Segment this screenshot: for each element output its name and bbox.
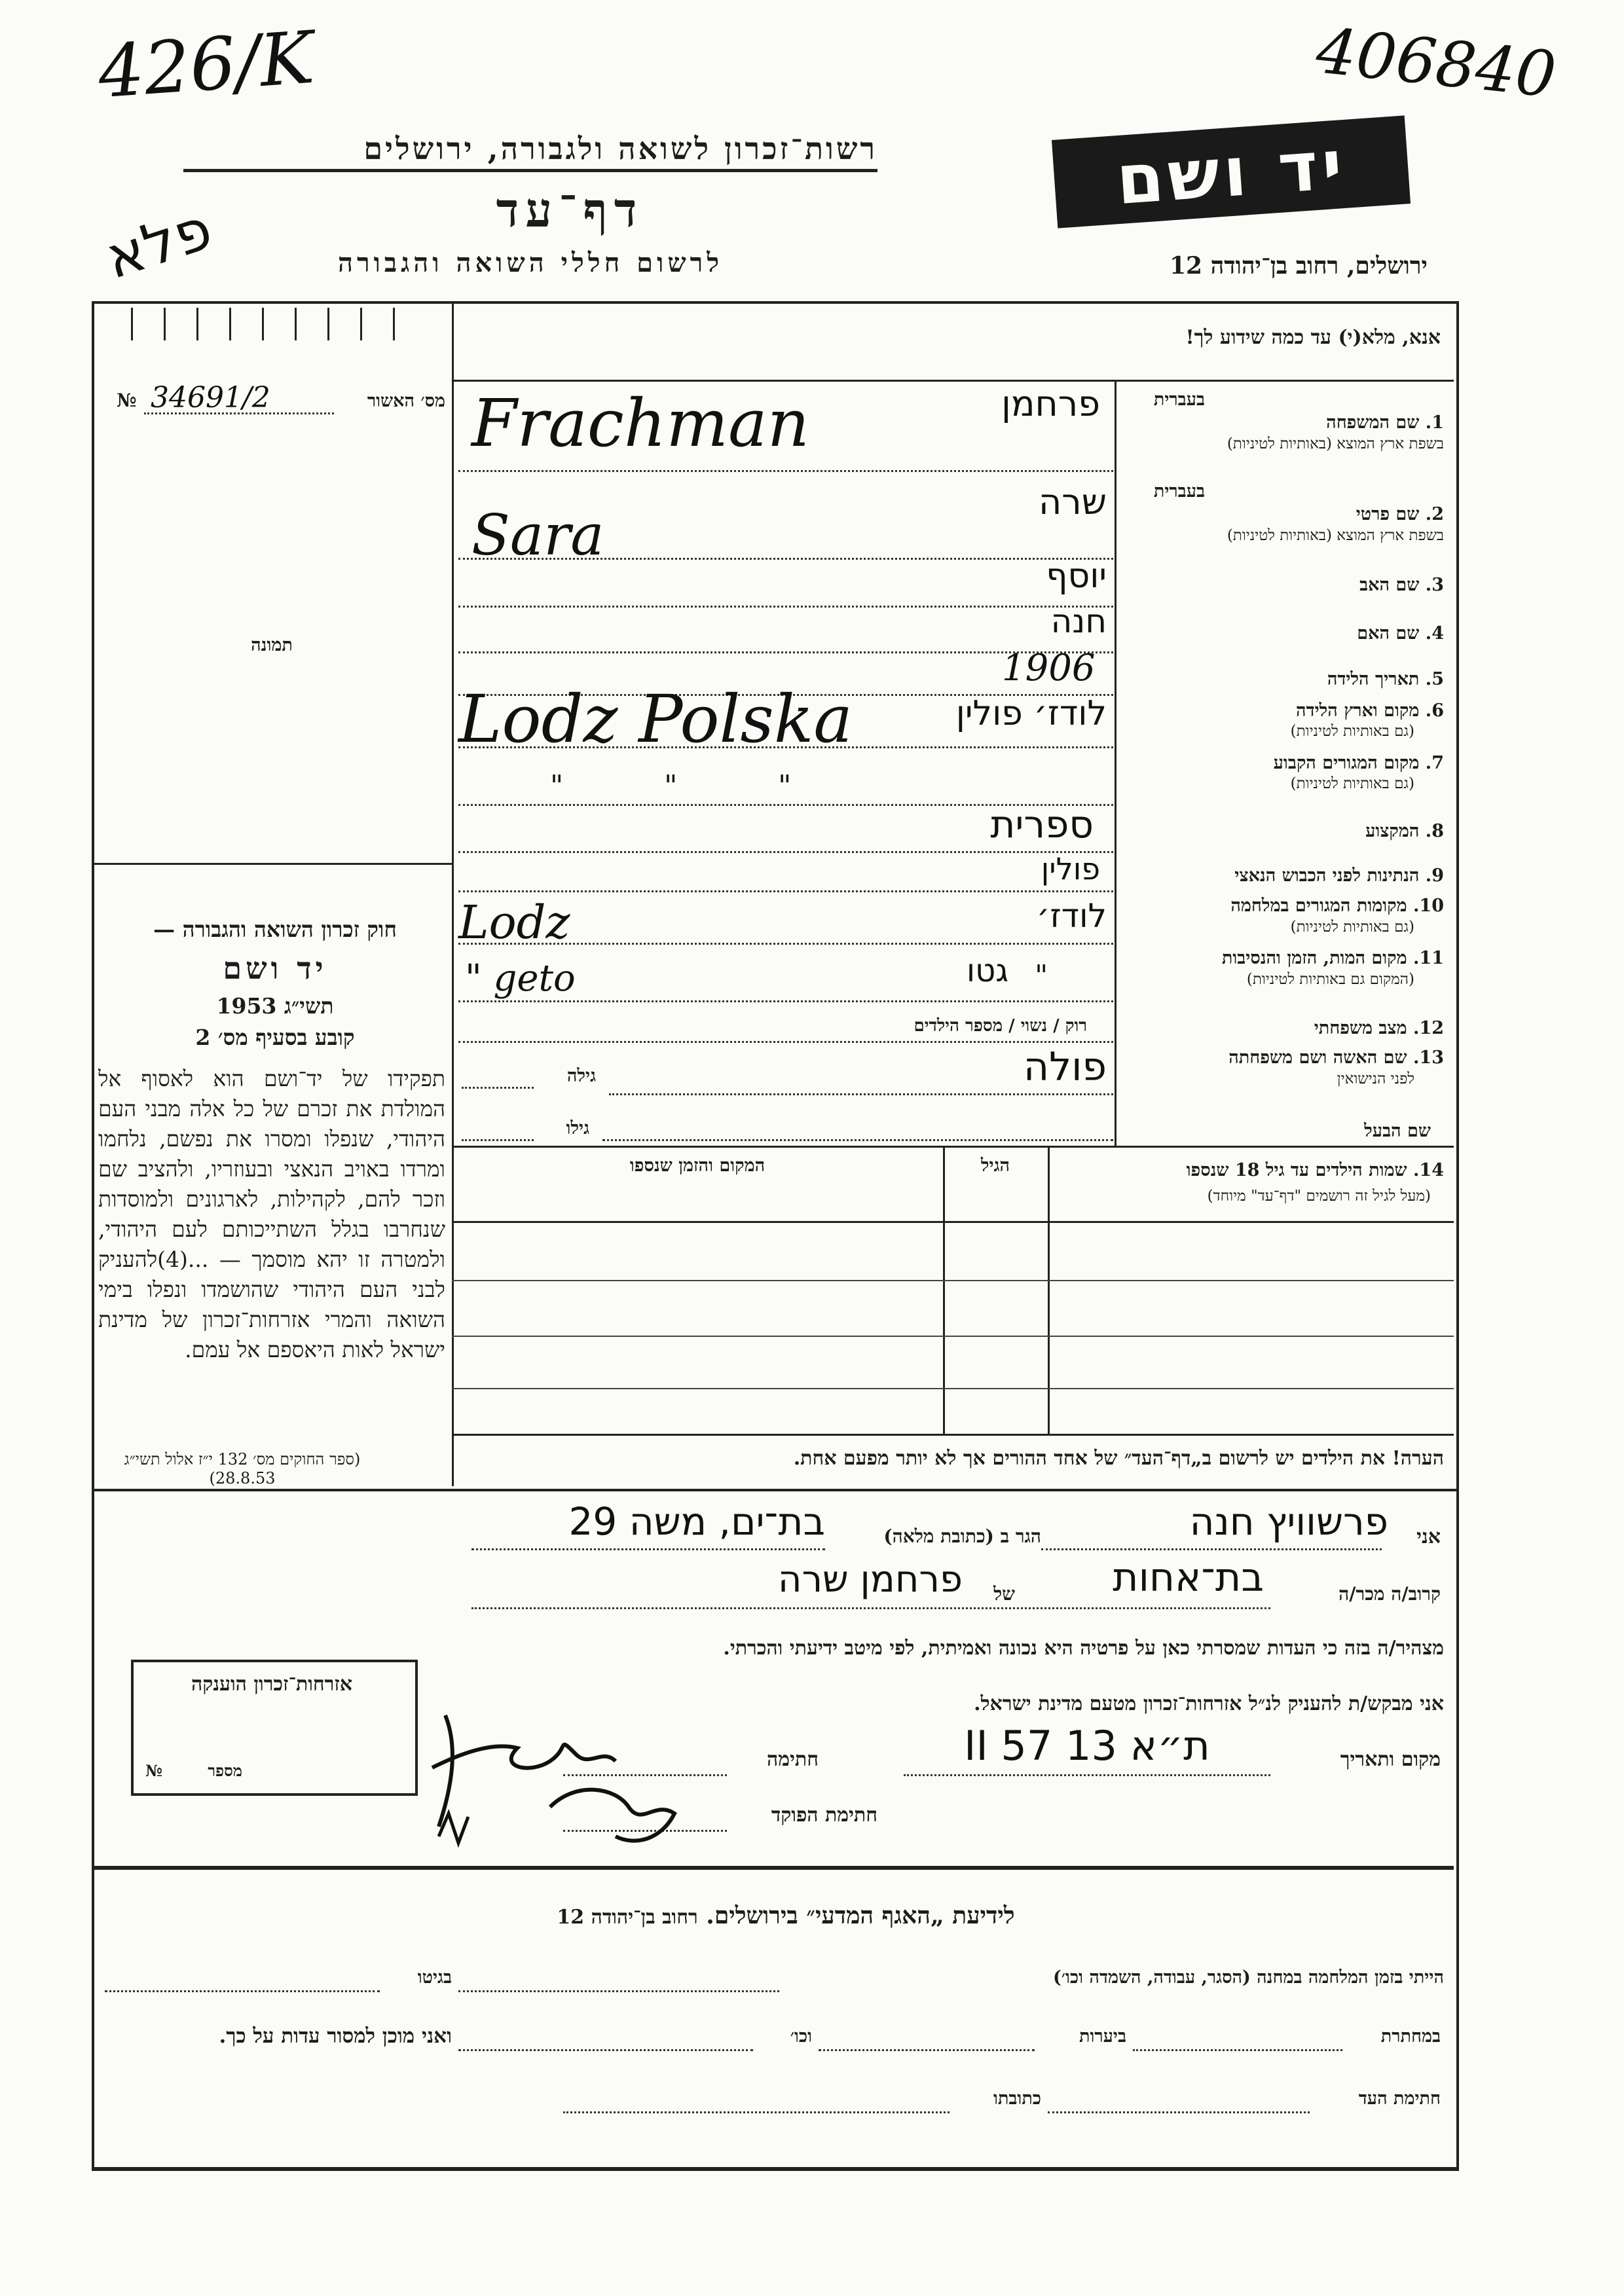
field-3-label: 3. שם האב	[1359, 575, 1444, 595]
field-8-label: 8. המקצוע	[1365, 821, 1444, 841]
declaration-text: מצהיר/ה בזה כי העדות שמסרתי כאן על פרטיה היא נכונה ואמיתית, לפי מיטב ידיעתי והכרתי.	[723, 1637, 1444, 1660]
relation-label: קרוב/ה מכר/ה	[1338, 1583, 1441, 1605]
form-subtitle: לרשום חללי השואה והגבורה	[337, 247, 724, 278]
law-source: (ספר החוקים מס׳ 132 י״ז אלול תשי״ג 28.8.53)	[124, 1450, 361, 1487]
field-8-value: ספרית	[990, 802, 1094, 847]
declarant-address: בת־ים, משה 29	[568, 1499, 825, 1544]
footer-line1: הייתי בזמן המלחמה במחנה (הסגר, עבודה, השמדה וכו׳)	[1053, 1967, 1444, 1988]
footer-underground: במחתרת	[1380, 2026, 1441, 2047]
form-title: דף־עד	[496, 182, 644, 238]
field-1-label: 1. שם המשפחה	[1326, 412, 1444, 433]
law-title: חוק זכרון השואה והגבורה —	[153, 917, 397, 942]
archive-handwritten-code: 426/K	[95, 15, 317, 115]
field-9-value: פולין	[1041, 851, 1100, 886]
footer-line1-end: בגיטו	[417, 1967, 452, 1988]
request-text: אני מבקש/ת להעניק לנ״ל אזרחות־זכרון מטעם מדינת ישראל.	[974, 1692, 1444, 1715]
field-11-extra: "	[1035, 959, 1048, 993]
children-col-age: הגיל	[980, 1156, 1010, 1176]
field-2-heb-value: שרה	[1038, 481, 1107, 522]
field-13-label: 13. שם האשה ושם משפחתה	[1228, 1048, 1444, 1068]
field-2-latin-value: Sara	[471, 503, 604, 568]
relation-of: של	[993, 1583, 1015, 1605]
field-1-lang: בעברית	[1153, 390, 1205, 410]
address-line: ירושלים, רחוב בן־יהודה 12	[1169, 252, 1428, 280]
note-text: הערה! את הילדים יש לרשום ב„דף־העד״ של אחד ההורים אך לא יותר מפעם אחת.	[793, 1447, 1444, 1470]
declarant-prefix: אני	[1416, 1525, 1441, 1548]
children-table-title: 14. שמות הילדים עד גיל 18 שנספו	[1186, 1160, 1444, 1180]
field-7-sub: (גם באותיות לטיניות)	[1290, 775, 1414, 792]
field-2-sub: בשפת ארץ המוצא (באותיות לטיניות)	[1227, 527, 1444, 544]
margin-handwritten-note: פלא	[97, 194, 220, 292]
citizenship-box-title: אזרחות־זכרון הוענקה	[191, 1673, 353, 1696]
field-10-label: 10. מקומות המגורים במלחמה	[1230, 896, 1444, 916]
field-13-value: פולה	[1023, 1044, 1107, 1090]
field-4-label: 4. שם האם	[1357, 623, 1444, 644]
citizenship-number-symbol: №	[145, 1761, 163, 1780]
husband-name-label: שם הבעל	[1364, 1121, 1431, 1141]
declarant-resides-label: הגר ב (כתובת מלאה)	[883, 1525, 1041, 1547]
field-4-value: חנה	[1050, 602, 1107, 640]
law-clause: קובע בסעיף מס׳ 2	[195, 1025, 355, 1050]
field-10-heb-value: לודז׳	[1036, 897, 1107, 935]
children-table-subtitle: (מעל לגיל זה רושמים "דף־עד" מיוחד)	[1207, 1188, 1431, 1205]
logo-text: יד ושם	[1113, 124, 1349, 220]
footer-ready-to-testify: ואני מוכן למסור עדות על כך.	[219, 2024, 452, 2048]
footer-forests: ביערות	[1079, 2026, 1126, 2047]
field-11-latin-value: " geto	[465, 957, 576, 1000]
field-3-value: יוסף	[1046, 556, 1107, 596]
photo-label: תמונה	[251, 635, 293, 655]
field-2-label: 2. שם פרטי	[1356, 504, 1444, 524]
citizenship-number-label: מספר	[208, 1761, 242, 1780]
field-5-label: 5. תאריך הלידה	[1327, 669, 1444, 689]
field-5-value: 1906	[1002, 647, 1096, 689]
relation-of-value: פרחמן שרה	[777, 1558, 963, 1601]
footer-etc: וכו׳	[790, 2026, 812, 2047]
field-7-label: 7. מקום המגורים הקבוע	[1273, 753, 1444, 773]
field-9-label: 9. הנתינות לפני הכבוש הנאצי	[1234, 866, 1444, 886]
authority-line: רשות־זכרון לשואה ולגבורה, ירושלים	[183, 131, 877, 172]
marital-status-options: רוק / נשוי / מספר הילדים	[913, 1016, 1087, 1036]
field-12-label: 12. מצב משפחתי	[1314, 1018, 1444, 1038]
footer-address: רחוב בן־יהודה 12	[557, 1906, 698, 1929]
instruction-text: אנא, מלא(י) עד כמה שידוע לך!	[1185, 326, 1441, 349]
officer-signature-label: חתימת הפוקד	[771, 1804, 877, 1827]
approval-number-symbol: №	[117, 390, 137, 411]
field-6-heb-value: לודז׳ פולין	[955, 694, 1107, 733]
field-1-sub: בשפת ארץ המוצא (באותיות לטיניות)	[1227, 435, 1444, 452]
declarant-name: פרשוויץ חנה	[1189, 1499, 1388, 1544]
archive-handwritten-number: 406840	[1313, 14, 1560, 112]
field-1-latin-value: Frachman	[471, 385, 810, 462]
field-7-value: " " "	[550, 769, 792, 803]
field-1-heb-value: פרחמן	[1001, 383, 1100, 424]
field-11-sub: (המקום גם באותיות לטיניות)	[1246, 971, 1414, 988]
approval-label: מס׳ האשור	[367, 391, 445, 411]
law-body: תפקידו של יד־ושם הוא לאסוף אל המולדת את זכרם של כל אלה מבני העם היהודי, שנפלו ומסרו את נפשם, נלחמו ומרדו באויב הנאצי ובעוזריו, ולהציב שם וזכר להם, לקהילות, לארגונים ולמוסדות שנחרבו בגלל השתייכותם לעם היהודי, ולמטרה זו יהא מוסמך — ...(4)להעניק לבני העם היהודי שהושמדו ונפלו בימי השואה והמרי אזרחות־זכרון של מדינת ישראל לאות היאספם אל עמם.	[98, 1066, 445, 1362]
field-11-heb-value: גטו	[967, 953, 1008, 989]
place-date-label: מקום ותאריך	[1340, 1748, 1441, 1771]
field-2-lang: בעברית	[1153, 481, 1205, 501]
wife-age-label: גילה	[566, 1066, 596, 1086]
signature-label: חתימה	[767, 1748, 819, 1771]
law-year: תשי״ג 1953	[216, 993, 334, 1019]
field-11-label: 11. מקום המות, הזמן והנסיבות	[1221, 948, 1444, 968]
field-6-label: 6. מקום וארץ הלידה	[1296, 701, 1444, 721]
yad-vashem-logo	[1052, 115, 1411, 228]
bottom-frame	[92, 1486, 1459, 2171]
field-6-latin-value: Lodz Polska	[458, 681, 853, 757]
law-name: יד ושם	[223, 951, 327, 986]
field-13-sub: לפני הנישואין	[1337, 1070, 1414, 1087]
field-6-sub: (גם באותיות לטיניות)	[1290, 723, 1414, 740]
footer-witness-signature: חתימת העד	[1358, 2088, 1441, 2109]
field-10-latin-value: Lodz	[458, 896, 570, 949]
footer-witness-address: כתובתו	[993, 2088, 1041, 2109]
footer-title: לידיעת „האגף המדעי״ בירושלים. רחוב בן־יהודה 12	[557, 1902, 1015, 1929]
place-date-value: ת״א 13 II 57	[964, 1722, 1210, 1770]
approval-number: 34691/2	[151, 381, 270, 414]
relation-value: בת־אחות	[1113, 1555, 1264, 1601]
field-10-sub: (גם באותיות לטיניות)	[1290, 919, 1414, 936]
children-col-place: המקום והזמן שנספו	[629, 1156, 766, 1176]
husband-age-label: גילו	[566, 1118, 589, 1139]
